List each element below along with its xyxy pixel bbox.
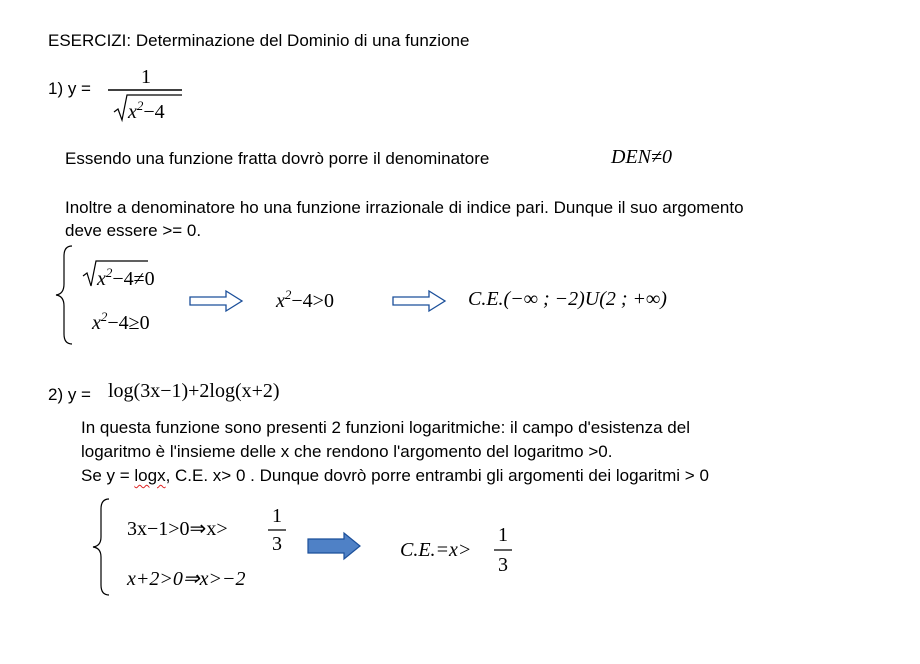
- exercise-1-label: 1) y =: [48, 79, 91, 98]
- ex1-arrow-1: [190, 290, 244, 312]
- ex2-text-2: logaritmo è l'insieme delle x che rendono l'argomento del logaritmo >0.: [81, 442, 613, 461]
- ex1-system-line-1: $x^2-4\ne 0$: [97, 265, 155, 290]
- ex1-domain-result: C.E.(−∞ ; −2)U(2 ; +∞): [468, 288, 667, 310]
- ex1-result-1: $x^2-4>0$: [276, 287, 334, 312]
- misspelled-word: logx: [134, 466, 166, 485]
- ex1-den-condition: DEN≠0: [611, 146, 672, 168]
- ex1-text-1: Essendo una funzione fratta dovrò porre il denominatore: [65, 149, 490, 168]
- ex2-ce-frac-line: [494, 549, 514, 553]
- ex2-text-1: In questa funzione sono presenti 2 funzioni logaritmiche: il campo d'esistenza del: [81, 418, 690, 437]
- ex2-domain-result: C.E.=x>: [400, 539, 472, 561]
- ex2-formula: log(3x−1)+2log(x+2): [108, 380, 280, 402]
- ex2-system-line-1: 3x−1>0⇒x>: [127, 518, 228, 540]
- page-title: ESERCIZI: Determinazione del Dominio di una funzione: [48, 31, 470, 50]
- ex2-ce-num: 1: [498, 524, 508, 546]
- ex1-text-2: Inoltre a denominatore ho una funzione irrazionale di indice pari. Dunque il suo argomento: [65, 198, 744, 217]
- ex2-frac-den: 3: [272, 533, 282, 555]
- ex2-frac-num: 1: [272, 505, 282, 527]
- ex1-numerator: 1: [141, 66, 151, 88]
- ex2-ce-den: 3: [498, 554, 508, 576]
- ex1-text-3: deve essere >= 0.: [65, 221, 202, 240]
- ex2-system-line-2: x+2>0⇒x>−2: [127, 568, 246, 590]
- ex2-system-brace: [91, 497, 111, 597]
- ex2-arrow: [308, 533, 362, 561]
- ex1-system-brace: [54, 244, 74, 346]
- ex2-text-3: Se y = logx, C.E. x> 0 . Dunque dovrò porre entrambi gli argomenti dei logaritmi > 0: [81, 466, 709, 485]
- ex1-arrow-2: [393, 290, 447, 312]
- ex1-system-line-2: $x^2-4\ge 0$: [92, 309, 150, 334]
- ex1-radicand: $x^2-4$: [128, 98, 165, 123]
- exercise-2-label: 2) y =: [48, 385, 91, 404]
